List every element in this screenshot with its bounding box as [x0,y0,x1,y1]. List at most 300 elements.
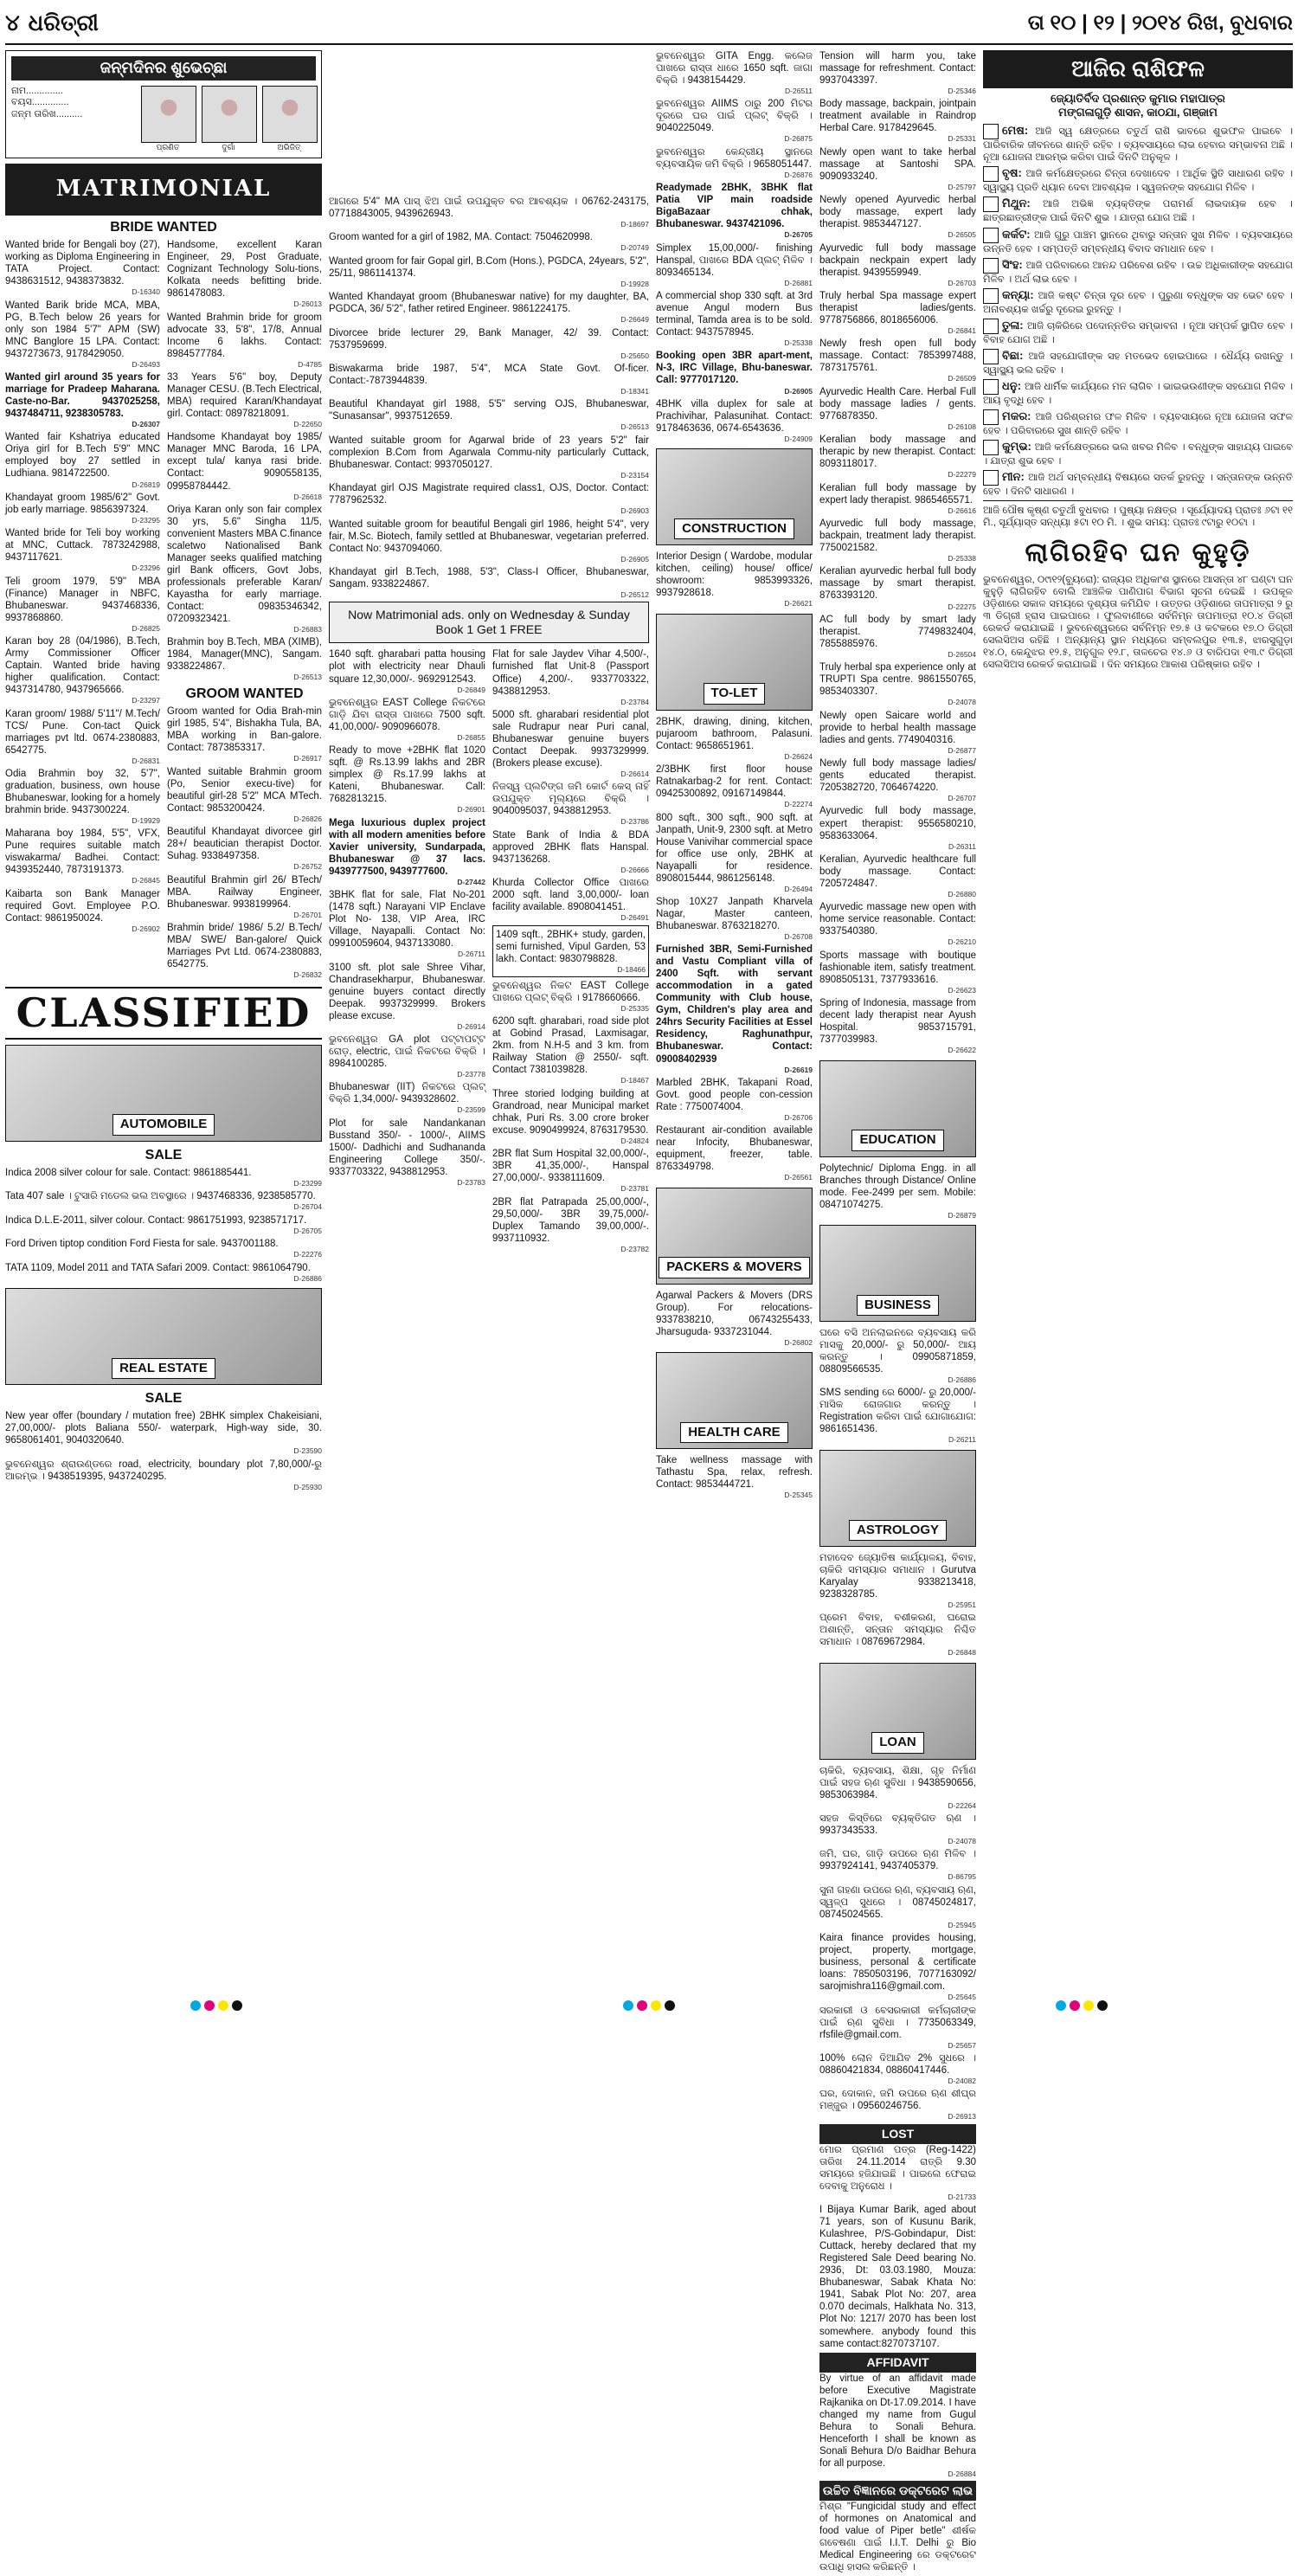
ad-text: Odia Brahmin boy 32, 5'7", graduation, business, own house Bhubaneswar, looking for a homely brahmin bride. 9437300224. [5,768,160,815]
ad-text: Sports massage with boutique fashionable item, satisfy treatment. 8908505131, 7377933616. [819,950,976,985]
fog-title: ଲାଗିରହିବ ଘନ କୁହୁଡ଼ି [1025,537,1251,568]
zodiac-icon [983,166,999,182]
ad-code: D-26825 [132,623,160,633]
ad-text: ଭୁବନେଶ୍ୱର GITA Engg. କଲେଜ ପାଖରେ ରାସ୍ତା ଧାରେ 1650 sqft. ଜାଗା ବିକ୍ରି । 9438154429. [656,51,813,87]
masthead-left [5,10,99,37]
ad-code: D-18467 [620,1076,649,1085]
classified-ad [656,1290,813,1347]
ad-code: D-26855 [457,732,485,742]
classified-ad [656,763,813,808]
matrimonial-groom-list [167,705,322,979]
sign-name: ତୁଳା: [1002,318,1027,332]
ad-text: ଚାକିରି, ବ୍ୟବସାୟ, ଶିକ୍ଷା, ଗୃହ ନିର୍ମାଣ ପାଇଁ ସହଜ ଋଣ ସୁବିଧା । 9438590656, 9853063984. [819,1765,976,1800]
packers-movers-label: PACKERS & MOVERS [659,1257,809,1278]
phd-heading: ଉଚ୍ଚିତ ବିଜ୍ଞାନରେ ଡକ୍ଟରେଟ ଲାଭ [819,2481,976,2501]
date-line: ତା ୧୦ | ୧୨ | ୨୦୧୪ ରିଖ, ବୁଧବାର [1027,11,1293,35]
ad-text: Interior Design ( Wardobe, modular kitchen, ceiling) house/ office/ showroom: 9853993326, 9937928618. [656,551,813,599]
ad-code: D-16340 [132,287,160,297]
field-dob: ଜନ୍ମ ତାରିଖ.......... [11,108,83,119]
classified-ad [329,697,485,742]
ad-code: D-26883 [293,625,322,634]
ad-text: State Bank of India & BDA approved 2BHK flats Hanspal. 9437136268. [492,829,649,865]
sign-name: କର୍କଟ: [1002,227,1035,241]
ad-code: D-26703 [948,278,976,287]
ad-text: Tension will harm you, take massage for refreshment. Contact: 9937043397. [819,51,976,87]
ad-code: D-26701 [293,910,322,919]
ad-text: Bhubaneswar (IIT) ନିକଟରେ ପ୍ଲଟ୍ ବିକ୍ରି 1,34,000/- 9439328602. [329,1082,485,1105]
ad-code: D-26504 [948,649,976,659]
matrimonial-mid-list [167,239,322,682]
classified-ad [819,1327,976,1384]
classified-ad [5,431,160,488]
ad-code: D-26307 [132,420,160,429]
classified-ad [5,299,160,369]
automobile-label: AUTOMOBILE [112,1114,215,1135]
ad-text: 1409 sqft., 2BHK+ study, garden, semi furnished, Vipul Garden, 53 lakh. Contact: 9830798828. [496,929,646,964]
loan-image [819,1663,976,1760]
ad-text: Beautiful Khandayat divorcee girl 28+/ beautician therapist Doctor. Suhag. 9338497358. [167,827,322,862]
horoscope-signs [983,124,1293,497]
sign-text: ଆଜି ଗୁରୁ ପାଞ୍ଚମ ସ୍ଥାନରେ ଥିବାରୁ ସନ୍ତାନ ସୁଖ ମିଳିବ । ବ୍ୟବସାୟରେ ଉନ୍ନତି ହେବ । ସମ୍ପତ୍ତି ସମ୍ବନ୍ଧୀୟ ବିବାଦ ସମାଧାନ ହେବ । [983,229,1294,254]
column-3-grid [656,50,976,2576]
ad-code: D-21733 [948,2192,976,2201]
classified-ad [819,2052,976,2085]
ad-text: 33 Years 5'6" boy, Deputy Manager CESU. (B.Tech Electrical, MBA) required Karan/Khandayat girl. Contact: 08978218091. [167,372,322,420]
ad-code: D-26848 [948,1648,976,1658]
ad-code: D-26616 [948,506,976,515]
classified-ad [819,338,976,383]
column-2-spacer [329,50,649,196]
ad-code: D-26849 [457,685,485,694]
ad-code: D-25951 [948,1600,976,1609]
ad-code: D-23297 [132,696,160,705]
horoscope-byline: ଜ୍ୟୋତିର୍ବିଦ ପ୍ରଶାନ୍ତ କୁମାର ମହାପାତ୍ର [1051,91,1225,105]
ad-text: 2/3BHK first floor house Ratnakarbag-2 for rent. Contact: 09425300892, 09167149844. [656,764,813,800]
lost-notice: ମୋର ପ୍ରମାଣ ପତ୍ର (Reg-1422) ତାରିଖ 24.11.2014 ରାତ୍ରି 9.30 ସମୟରେ ହଜିଯାଇଛି । ପାଇଲେ ଫେରାଇ ଦେବାକୁ ଅନୁରୋଧ । D-21733 [819,2144,976,2201]
classified-ad [819,1765,976,1810]
ad-code: D-26624 [784,751,813,761]
packers-movers-image [656,1188,813,1285]
ad-text: TATA 1109, Model 2011 and TATA Safari 2009. Contact: 9861064790. [5,1262,311,1273]
ad-code: D-25346 [948,87,976,96]
classified-ad [167,766,322,823]
ad-text: Ayurvedic Health Care. Herbal Full body massage ladies / gents. 9776878350. [819,386,976,422]
ad-code: D-23782 [620,1244,649,1253]
ad-code: D-18697 [620,220,649,229]
education-image [819,1060,976,1157]
zodiac-icon [983,319,999,334]
ad-text: Kaira finance provides housing, project, property, mortgage, business, personal & certificate loans: 7850503196, 7077163092/ sarojmishra116@gmail.com. [819,1933,976,1993]
column-4 [983,50,1293,1982]
ad-text: Wanted Khandayat groom (Bhubaneswar native) for my daughter, BA, PGDCA, 36/ 5'2", father retired Engineer. 9861224175. [329,292,649,315]
ad-text: Body massage, backpain, jointpain treatment available in Raindrop Herbal Care. 9178429645. [819,99,976,134]
classified-ad [656,1454,813,1499]
magenta-dot [1070,2000,1080,2011]
ad-text: Spring of Indonesia, massage from decent lady therapist near Ayush Hospital. 9853715791, 7377039983. [819,998,976,1046]
ad-text: Flat for sale Jaydev Vihar 4,500/-, furnished flat Unit-8 (Passport Office) 4,200/-. 9337703322, 9438812953. [492,649,649,697]
ad-text: Keralian ayurvedic herbal full body massage by smart therapist. 8763393120. [819,566,976,602]
birthday-box [5,50,322,158]
horoscope-sign [983,319,1293,346]
sale-deed-notice: I Bijaya Kumar Barik, aged about 71 years, son of Kusunu Barik, Kulashree, P/S-Gobindapur, Dist: Cuttack, hereby declared that my Registered Sale Deed bearing No. 2936, Dt: 03.03.1980, Mouza: Bhubaneswar, Sabak Khata No: 1941, Sabak Plot No: 207, area 0.070 decimals, Halkhata No. 313, Plot No: 1217/ 2070 has been lost somewhere. anybody found this same contact:8270737107. [819,2205,976,2349]
panjika: ଆଜି ପୌଷ କୃଷ୍ଣ ଚତୁର୍ଥୀ ବୁଧବାର । ପୁଷ୍ୟା ନକ୍ଷତ୍ର । ସୂର୍ଯ୍ୟୋଦୟ ପ୍ରାତଃ ୬ଟା ୧୧ ମି., ସୂର୍ଯ୍ୟାସ୍ତ ସନ୍ଧ୍ୟା ୫ଟା ୧୦ ମି. । ଶୁଭ ସମୟ: ପ୍ରାତଃ ୯ଟାରୁ ୧୦ଟା । [983,500,1293,529]
to-let-image [656,614,813,711]
ad-code: D-26903 [620,506,649,516]
ad-code: D-26494 [784,884,813,893]
ad-text: Wanted fair Kshatriya educated Oriya girl for B.Tech 5'9" MNC employed boy 27 settled in Ludhiana. 9814722500. [5,432,160,480]
classified-ad [492,781,649,826]
matrimonial-right-list [329,196,649,599]
sign-text: ଆଜି ସ୍ୱ କ୍ଷେତ୍ରରେ ଚତୁର୍ଥ ରାଶି ଭାବରେ ଶୁଭଫଳ ପାଇବେ । ପାରିବାରିକ ଜୀବନରେ ଶାନ୍ତି ରହିବ । ବ୍ୟବସାୟରେ ଲାଭ ହେବାର ସମ୍ଭାବନା ଅଛି । ନୂଆ ଯୋଜନା ଆରମ୍ଭ କରିବା ପାଇଁ ଦିନଟି ଅନୁକୂଳ । [983,126,1293,164]
ad-text: Furnished 3BR, Semi-Furnished and Vastu Compliant villa of 2400 Sqft. with servant accommodation in a gated Community with Club house, Gym, Children's play area and 24hrs Security Facilities at Essel Residency, Raghunathpur, Bhubaneswar. Contact: 09008402939 [656,944,813,1065]
horoscope-sign [983,124,1293,164]
photo-1: ପ୍ରଣିତ [141,86,195,152]
ad-text: Wanted Brahmin bride for groom advocate 33, 5'8", 17/8, Annual Income 6 lakhs. Contact: 8984577784. [167,312,322,359]
ad-text: Wanted suitable groom for Agarwal bride of 23 years 5'2" fair complexion B.Com from Agarwala Commu-nity particularly Cuttack, Bhubaneswar. Contact: 9937050127. [329,435,649,470]
ad-text: Keralian full body massage by expert lady therapist. 9865465571. [819,482,976,506]
ad-text: Handsome, excellent Karan Engineer, 29, Post Graduate, Cognizant Technology Solu-tions, Kolkata needs befitting bride. 9861478083. [167,240,322,299]
ad-code: D-26561 [784,1173,813,1182]
ad-text: Marbled 2BHK, Takapani Road, Govt. good people con-cession Rate : 7750074004. [656,1077,813,1112]
classified-ad [329,518,649,564]
ad-code: D-25345 [784,1491,813,1500]
ad-text: Beautiful Brahmin girl 26/ BTech/ MBA. Railway Engineer, Bhubaneswar. 9938199964. [167,874,322,910]
classified-ad [819,434,976,479]
ad-text: 3BHK flat for sale, Flat No-201 (1478 sqft.) Narayani VIP Enclave Plot No- 138, VIP Area, IRC Village, Nayapalli. Contact No: 09910059604, 9437133080. [329,890,485,950]
ad-text: ଭୁବନେଶ୍ୱର ଶ୍ରାଉଣ୍ଡରେ road, electricity, boundary plot 7,80,000/-ରୁ ଆରମ୍ଭ । 9438519395, 9437240295. [5,1459,322,1482]
classified-ad [329,231,649,252]
ad-code: D-24082 [948,2077,976,2086]
ad-code: D-25945 [948,1920,976,1929]
cyan-dot [623,2000,633,2011]
ad-text: 6200 sqft. gharabari, road side plot at Gobind Prasad, Laxmisagar, 2km. from N.H-5 and 3 km. from Railway Station @ 2550/- sqft. Contact 7381039828. [492,1016,649,1076]
ad-code: D-22264 [948,1800,976,1810]
classified-ad [656,812,813,893]
sign-text: ଆଜି ପରିଶ୍ରମର ଫଳ ମିଳିବ । ବ୍ୟବସାୟରେ ନୂଆ ଯୋଜନା ସଫଳ ହେବ । ପରିବାରରେ ସୁଖ ଶାନ୍ତି ରହିବ । [983,411,1293,436]
classified-ad [492,1148,649,1193]
ad-text: 1640 sqft. gharabari patta housing plot with electricity near Dhauli square 12,30,000/-. 9692912543. [329,649,485,685]
sign-text: ଆଜି ଅର୍ଥ ସମ୍ବନ୍ଧୀୟ ବିଷୟରେ ସତର୍କ ରୁହନ୍ତୁ । ସନ୍ତାନଙ୍କ ଉନ୍ନତି ହେବ । ଦିନଟି ସାଧାରଣ । [983,472,1293,497]
ad-code: D-26905 [784,386,813,396]
classified-ad [329,398,649,431]
ad-code: D-26708 [784,932,813,941]
sign-text: ଆଜି ଚାକିରିରେ ପଦୋନ୍ନତିର ସମ୍ଭାବନା । ନୂଆ ସମ୍ପର୍କ ସ୍ଥାପିତ ହେବ । ବିବାହ ଯୋଗ ଅଛି । [983,320,1293,345]
ad-text: 2BR flat Patrapada 25,00,000/-, 29,50,000/- 3BR 39,75,000/- Duplex Tamando 39,00,000/-. 9937110932. [492,1196,649,1244]
ad-code: D-26619 [784,1065,813,1074]
zodiac-icon [983,409,999,425]
ad-text: Wanted Barik bride MCA, MBA, PG, B.Tech below 26 years for only son 1984 5'7" APM (SW) MNC Banglore 15 LPA. Contact: 9437273673, 9178429050. [5,299,160,359]
ad-code: D-25338 [784,338,813,348]
health-care-image [656,1352,813,1449]
sign-text: ଆଜି ଅଭିଜ୍ଞ ବ୍ୟକ୍ତିଙ୍କ ପରାମର୍ଶ ଲାଭଦାୟକ ହେବ । ଛାତ୍ରଛାତ୍ରୀଙ୍କ ପାଇଁ ଦିନଟି ଶୁଭ । ଯାତ୍ରା ଯୋଗ ଅଛି । [983,199,1293,224]
classified-ad [329,1081,485,1114]
horoscope-sign [983,349,1293,377]
ad-code: D-26513 [620,422,649,432]
zodiac-icon [983,349,999,364]
ad-code: D-26649 [620,315,649,325]
classified-ad [492,877,649,922]
ad-code: D-26845 [132,876,160,886]
matrimonial-left-list [5,239,160,982]
classified-ad [492,925,649,977]
ad-code: D-22279 [948,470,976,480]
ad-code: D-23599 [457,1105,485,1115]
ad-text: Newly open want to take herbal massage at Santoshi SPA. 9090933240. [819,146,976,182]
column-3 [656,50,976,2573]
ad-text: Ayurvedic full body massage backpain neckpain expert lady therapist. 9439559949. [819,242,976,278]
ad-text: A commercial shop 330 sqft. at 3rd avenue Angul modern Bus terminal, Tamda area is to be sold. Contact: 9437578945. [656,291,813,338]
construction-label: CONSTRUCTION [674,518,794,539]
classified-ad [819,950,976,995]
zodiac-icon [983,288,999,304]
ad-code: D-26752 [293,862,322,872]
ad-code: D-26917 [293,754,322,763]
horoscope-sign [983,228,1293,255]
affidavit-notice: By virtue of an affidavit made before Executive Magistrate Rajkanika on Dt-17.09.2014. I have changed my name from Gugul Behura to Sonali Behura. Henceforth I shall be known as Sonali Behura D/o Baidhar Behura for all purpose. D-26884 [819,2373,976,2478]
classified-ad [819,146,976,191]
classified-ad [5,888,160,933]
ad-code: D-25335 [620,1003,649,1013]
photo-3: ଅଭିଜିତ୍ [262,86,316,152]
ad-text: Biswakarma bride 1987, 5'4", MCA State Govt. Of-ficer. Contact:-7873944839. [329,363,649,386]
loan-label: LOAN [871,1732,924,1753]
ad-code: D-26802 [784,1337,813,1347]
classified-ad [819,1848,976,1881]
ad-text: ଭୁବନେଶ୍ୱର GA plot ପଟ୍ଟାପଟ୍ଟ ରୋଡ଼, electric, ପାଇଁ ନିକଟରେ ବିକ୍ରି । 8984100285. [329,1034,485,1070]
black-dot [232,2000,242,2011]
classified-ad [492,709,649,778]
ad-code: D-23781 [620,1184,649,1194]
matrimonial-banner: MATRIMONIAL [5,164,322,216]
ad-text: ଜମି, ଘର, ଗାଡ଼ି ଉପରେ ଋଣ ମିଳିବ । 9937924141, 9437405379. [819,1849,976,1872]
zodiac-icon [983,258,999,274]
horoscope-title: ଆଜିର ରାଶିଫଳ [983,50,1293,88]
classified-ad [656,242,813,287]
classified-ad [5,1238,322,1259]
classified-ad [5,1214,322,1235]
real-estate-image [5,1288,322,1385]
classified-ad [167,239,322,308]
horoscope-sign [983,166,1293,194]
classified-ad [819,710,976,755]
classified-ad [492,980,649,1013]
property-grid [329,648,649,1256]
ad-code: D-26511 [785,87,813,96]
sign-name: ବିଛା: [1002,348,1029,362]
classified-ad [329,327,649,360]
classified-ad [329,962,485,1031]
horoscope-sign [983,409,1293,437]
page-number: ୪ [5,10,20,36]
ad-text: Polytechnic/ Diploma Engg. in all Branches through Distance/ Online mode. Fee-2499 per sem. Mobile: 08471074275. [819,1162,976,1210]
ad-text: Khandayat girl B.Tech, 1988, 5'3", Class-I Officer, Bhubaneswar, Sangam. 9338224867. [329,566,649,589]
sign-name: ମେଷ: [1002,124,1036,138]
ad-code: D-24078 [948,698,976,707]
classified-ad [5,828,160,885]
birthday-photos [141,86,316,152]
ad-text: Tata 407 sale । ଟୁସାରି ମଡେଲ ଭଲ ଅବସ୍ଥାରେ । 9437468336, 9238585770. [5,1191,316,1202]
business-label: BUSINESS [857,1295,939,1316]
property-list-a [329,648,485,1256]
ad-code: D-19928 [620,279,649,288]
classified-ad [819,482,976,515]
classified-ad [656,1077,813,1122]
ad-text: Indica D.L.E-2011, silver colour. Contact: 9861751993, 9238571717. [5,1214,307,1226]
classified-ad [167,504,322,634]
classified-ad [819,565,976,610]
paper-name: ଧରିତ୍ରୀ [28,10,99,36]
horoscope-sign [983,196,1293,224]
classified-ad [329,566,649,599]
horoscope-sign [983,470,1293,498]
sign-name: ମୀନ: [1002,469,1029,483]
bride-wanted-heading: BRIDE WANTED [110,219,217,235]
ad-code: D-23296 [132,564,160,573]
classified-ad [329,1117,485,1187]
real-estate-sale-heading: SALE [145,1390,183,1406]
black-dot [1097,2000,1108,2011]
classified-ad [819,853,976,898]
sign-name: ମିଥୁନ: [1002,196,1044,210]
classified-ad [819,1162,976,1220]
ad-code: D-26621 [784,599,813,609]
classified-ad [492,829,649,874]
cmyk-marks [190,2000,242,2011]
field-name: ନାମ.............. [11,85,63,96]
classified-ad [492,1015,649,1085]
classified-ad [329,1034,485,1079]
ad-code: D-19929 [132,816,160,825]
classified-ad [329,817,485,886]
ad-text: Wanted girl around 35 years for marriage for Pradeep Maharana. Caste-no-Bar. 9437025258, 9437484711, 9238305783. [5,372,160,420]
ad-code: D-26311 [948,841,976,851]
classified-ad [819,1884,976,1929]
classified-ad [167,431,322,500]
ad-code: D-26819 [132,480,160,489]
ad-code: D-26884 [948,2469,976,2478]
ad-text: Brahmin bride/ 1986/ 5.2/ B.Tech/ MBA/ SWE/ Ban-galore/ Quick Marriages Pvt Ltd. 0674-2380883, 6542775. [167,922,322,970]
child-photo [202,86,257,143]
ad-code: D-26886 [948,1375,976,1385]
ad-code: D-4785 [298,359,322,369]
classified-ad [329,435,649,480]
groom-wanted-heading: GROOM WANTED [185,686,304,701]
ad-code: D-23783 [457,1177,485,1187]
child-photo [141,86,196,143]
column-2 [329,50,649,1982]
ad-text: Khurda Collector Office ପାଖରେ 2000 sqft. land 3,00,000/- loan facility available. 8908041451. [492,878,649,913]
ad-code: D-25797 [948,182,976,191]
column-1 [5,50,322,1982]
ad-text: Ayurvedic massage new open with home service reasonable. Contact: 9337540380. [819,902,976,937]
ad-code: D-26902 [132,924,160,933]
sign-name: ବୃଷ: [1002,166,1026,180]
ad-code: D-22276 [293,1250,322,1259]
matrimonial-mid-col [167,239,322,982]
classified-ad [819,661,976,706]
classified-ad [5,1190,322,1211]
ad-code: D-26705 [293,1226,322,1235]
magenta-dot [637,2000,647,2011]
classified-ad [819,805,976,850]
classified-ad [5,1410,322,1455]
ad-text: Oriya Karan only son fair complex 30 yrs, 5.6" Singha 11/5, convenient Masters MBA C.finance scaletwo Nationalised Bank Manager seeks qualified matching girl Bank officers, Govt Jobs, professionals preferable Karan/ Kayastha for early marriage. Contact: 09835346342, 07209323421. [167,504,322,625]
cmyk-marks [1056,2000,1108,2011]
ad-text: Wanted bride for Teli boy working at MNC, Cuttack. 7873242988, 9437117621. [5,528,160,564]
ad-text: Groom wanted for a girl of 1982, MA. Contact: 7504620998. [329,232,593,243]
ad-code: D-25650 [620,351,649,360]
ad-code: D-26914 [457,1021,485,1031]
classified-ad [167,636,322,681]
classified-ad [5,1262,322,1283]
ad-text: ଭୁବନେଶ୍ୱର EAST College ନିକଟରେ ଗାଡ଼ି ଯିବା ରାସ୍ତା ପାଖରେ 7500 sqft. 41,00,000/- 9090966078. [329,697,485,732]
horoscope-sign [983,440,1293,467]
sign-text: ଆଜି କର୍ମକ୍ଷେତ୍ରରେ ଭଲ ଖବର ମିଳିବ । ବନ୍ଧୁଙ୍କ ସାହାଯ୍ୟ ପାଇବେ । ଯାତ୍ରା ଶୁଭ ହେବ । [983,441,1293,467]
ad-text: Wanted suitable Brahmin groom (Po, Senior execu-tive) for beautiful girl-28 5'2" MCA MTech. Contact: 9853200424. [167,766,322,814]
ad-text: AC full body by smart lady therapist. 7749832404, 7855885976. [819,614,976,649]
ad-code: D-26505 [948,230,976,240]
ad-text: Khandayat girl OJS Magistrate required class1, OJS, Doctor. Contact: 7787962532. [329,483,649,506]
ad-text: Khandayat groom 1985/6'2" Govt. job early marriage. 9856397324. [5,492,160,515]
ad-text: Mega luxurious duplex project with all modern amenities before Xavier university, Sundarpada, Bhubaneswar @ 37 lacs. 9439777500, 9439777600. [329,817,485,877]
ad-text: Ayurvedic full body massage, expert therapist: 9556580210, 9583633064. [819,806,976,841]
cyan-dot [190,2000,201,2011]
classified-ad [167,922,322,979]
masthead [5,3,1293,45]
ad-code: D-26826 [293,814,322,823]
ad-text: Indica 2008 silver colour for sale. Contact: 9861885441. [5,1168,252,1179]
ad-text: Handsome Khandayat boy 1985/ Manager MNC Baroda, 16 LPA, except tula/ kanya rasi bride. Contact: 9090558135, 09958784442. [167,432,322,492]
phd-text: ମିଶ୍ର "Fungicidal study and effect of hormones on Anatomical and food value of Piper betle" ଶୀର୍ଷକ ଗବେଷଣା ପାଇଁ I.I.T. Delhi ରୁ Bio Medical Engineering ରେ ଡକ୍ଟରେଟ ଉପାଧି ହାସଲ କରିଛନ୍ତି । [819,2502,976,2573]
classified-ad [5,1459,322,1491]
ad-code: D-26905 [620,554,649,564]
ad-code: D-18466 [617,964,646,974]
ad-text: Ayurvedic full body massage, backpain, treatment lady therapist. 7750021582. [819,518,976,554]
matrimonial-grid [5,239,322,982]
classified-ad [819,386,976,431]
property-list-b [492,648,649,1256]
ad-text: Newly fresh open full body massage. Contact: 7853997488, 7873175761. [819,338,976,374]
classified-ad [819,194,976,239]
fog-text: ଭୁବନେଶ୍ୱର, ୦୯ା୧୨(ବ୍ୟୁରୋ): ରାଜ୍ୟର ଅଧିକାଂଶ ସ୍ଥାନରେ ଆସନ୍ତା ୪୮ ଘଣ୍ଟା ଘନ କୁହୁଡ଼ି ଲାଗିରହିବ ବୋଲି ଆଞ୍ଚଳିକ ପାଣିପାଗ ବିଭାଗ ସୂଚନା ଦେଇଛି । ଉପକୂଳ ଓଡ଼ିଶାରେ ସକାଳ ସମୟରେ ଦୃଶ୍ୟତା କମିଯିବ । ଉତ୍ତର ଓଡ଼ିଶାରେ ତାପମାତ୍ରା ୨ ରୁ ୩ ଡିଗ୍ରୀ ହ୍ରାସ ପାଇପାରେ । ଫୁଲବାଣୀରେ ସର୍ବନିମ୍ନ ତାପମାତ୍ରା ୧୦.୪ ଡିଗ୍ରୀ ରେକର୍ଡ କରାଯାଇଛି । ଭୁବନେଶ୍ୱରରେ ସର୍ବନିମ୍ନ ୧୭.୫ ଓ କଟକରେ ୧୭.୦ ଡିଗ୍ରୀ ସେଲସିଅସ ରହିଛି । ଅନ୍ୟାନ୍ୟ ସ୍ଥାନ ମଧ୍ୟରେ ସମ୍ବଲପୁର ୧୩.୫, ଝାରସୁଗୁଡ଼ା ୧୪.୦, କେନ୍ଦୁଝର ୧୨.୫, ଅନୁଗୁଳ ୧୨.୮, ତାଳଚେର ୧୪.୬ ଓ ବାରିପଦା ୧୩.୯ ଡିଗ୍ରୀ ସେଲସିଅସ ରେକର୍ଡ କରାଯାଇଛି । ଦିନ ସମୟରେ ଆକାଶ ପରିଷ୍କାର ରହିବ । [983,575,1293,671]
massage-list [819,50,976,2573]
classified-ad [819,1932,976,2001]
classified-ad [656,896,813,941]
classified-ad [656,146,813,179]
to-let-label: TO-LET [704,683,766,704]
ad-text: Teli groom 1979, 5'9" MBA (Finance) Manager in NBFC, Bhubaneswar. 9437468336, 9937868860. [5,576,160,623]
classified-ad [5,708,160,765]
ad-code: D-26704 [293,1202,322,1212]
ad-text: ପ୍ରେମ ବିବାହ, ବଶୀକରଣ, ଘରୋଇ ଅଶାନ୍ତି, ସନ୍ତାନ ସମସ୍ୟାର ନିଶ୍ଚିତ ସମାଧାନ । 08769672984. [819,1613,976,1648]
zodiac-icon [983,196,999,212]
automobile-list [5,1167,322,1283]
ad-code: D-24824 [620,1136,649,1145]
classified-ad [329,648,485,693]
astrology-image [819,1450,976,1547]
ad-text: Karan boy 28 (04/1986), B.Tech, Army Commissioner Officer Captain. Wanted bride having higher qualification. Contact: 9437314780, 9437965666. [5,636,160,696]
automobile-sale-heading: SALE [145,1147,183,1162]
classified-ad [819,614,976,659]
classified-ad [819,1552,976,1609]
ad-code: D-25930 [293,1482,322,1491]
print-registration-footer [0,1996,1298,2015]
ad-code: D-23299 [293,1179,322,1188]
classified-ad [492,1088,649,1145]
ad-code: D-26901 [457,805,485,815]
sign-name: ସିଂହ: [1002,257,1026,271]
classified-ad [819,1612,976,1657]
